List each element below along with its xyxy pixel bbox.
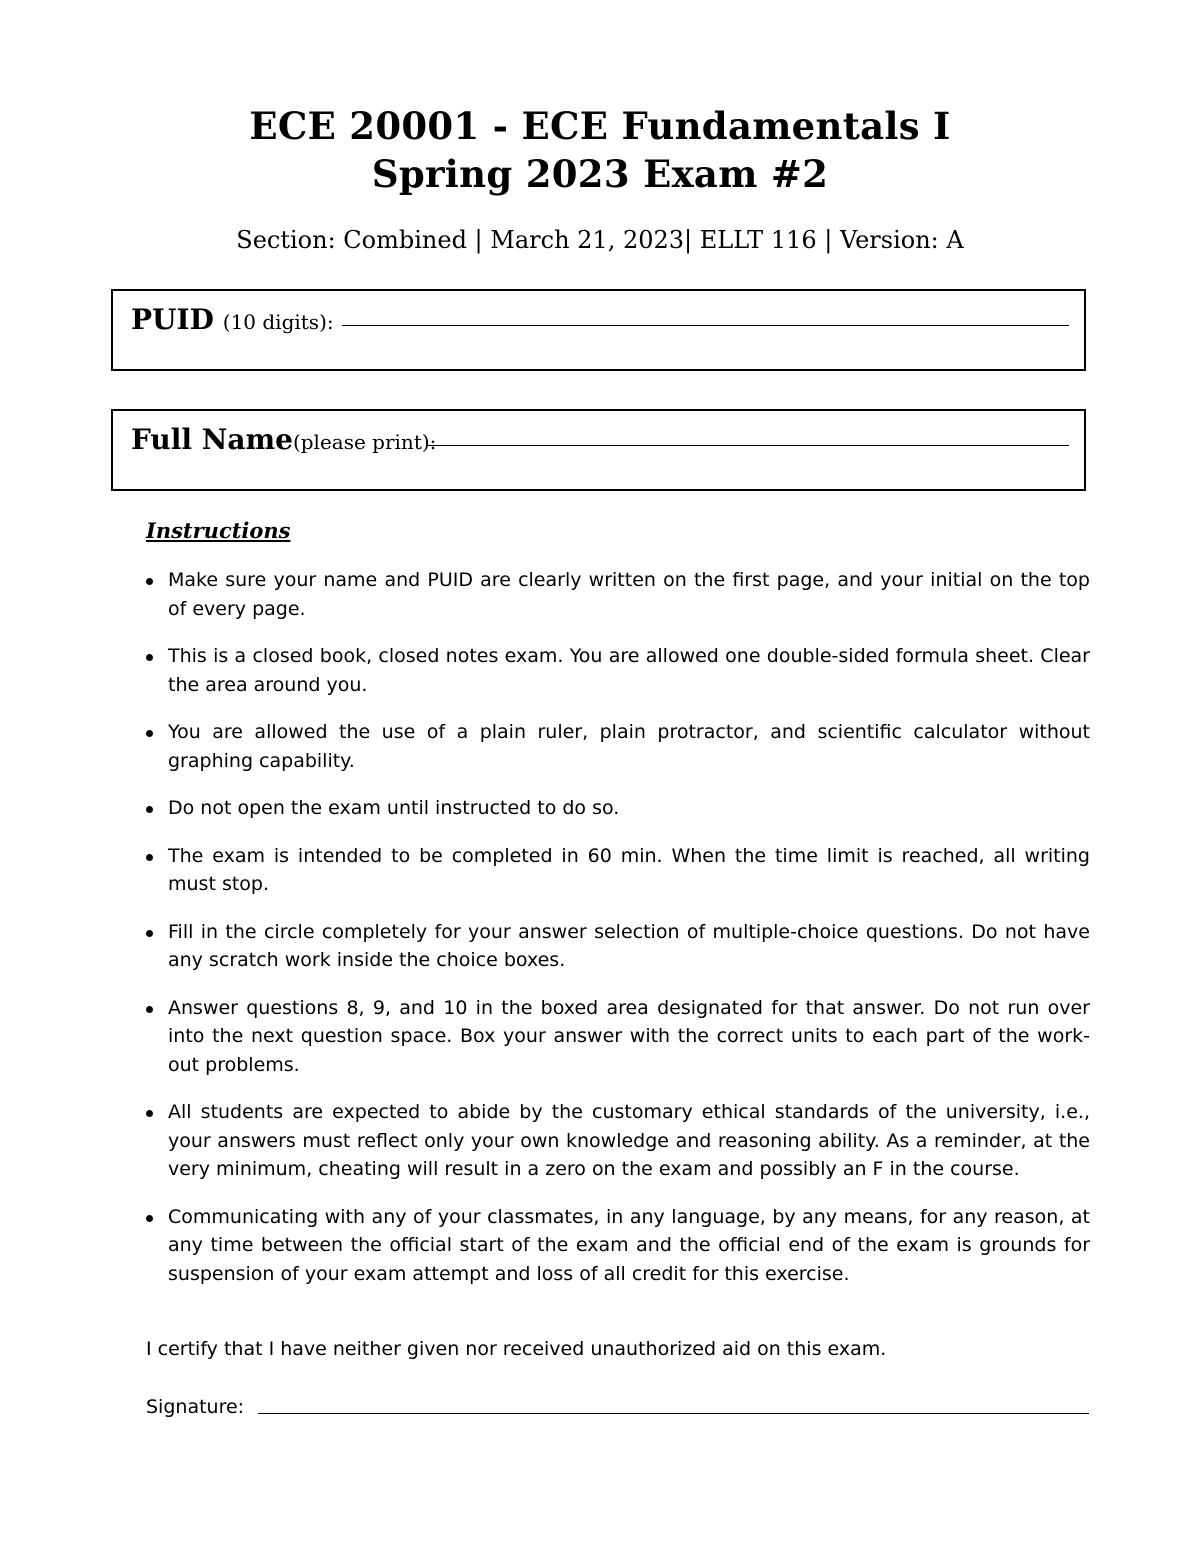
instruction-item: Do not open the exam until instructed to do so. — [146, 794, 1090, 823]
instruction-item: Answer questions 8, 9, and 10 in the boxed area designated for that answer. Do not run over into the next question space. Box your answer with the correct units to each part of the work-out problems. — [146, 994, 1090, 1080]
full-name-label-group — [131, 423, 436, 456]
full-name-input-line[interactable] — [427, 445, 1069, 446]
instruction-item: Fill in the circle completely for your answer selection of multiple-choice questions. Do not have any scratch work inside the choice boxes. — [146, 918, 1090, 975]
exam-title: ECE 20001 - ECE Fundamentals I — [249, 104, 951, 148]
instruction-item: You are allowed the use of a plain ruler, plain protractor, and scientific calculator without graphing capability. — [146, 718, 1090, 775]
full-name-box — [111, 409, 1086, 491]
instruction-item: Communicating with any of your classmates, in any language, by any means, for any reason, at any time between the official start of the exam and the official end of the exam is grounds for suspension of your exam attempt and loss of all credit for this exercise. — [146, 1203, 1090, 1289]
instruction-item: All students are expected to abide by the customary ethical standards of the university, i.e., your answers must reflect only your own knowledge and reasoning ability. As a reminder, at the very minimum, cheating will result in a zero on the exam and possibly an F in the course. — [146, 1098, 1090, 1184]
instructions-heading: Instructions — [146, 518, 291, 543]
signature-input-line[interactable] — [258, 1413, 1089, 1414]
instructions-list — [146, 566, 1090, 1307]
puid-input-line[interactable] — [342, 325, 1069, 326]
instruction-item: This is a closed book, closed notes exam. You are allowed one double-sided formula sheet. Clear the area around you. — [146, 642, 1090, 699]
exam-meta-line: Section: Combined | March 21, 2023| ELLT 116 | Version: A — [236, 226, 964, 254]
full-name-hint: (please print): — [292, 430, 437, 454]
signature-label: Signature: — [146, 1396, 245, 1418]
certification-statement: I certify that I have neither given nor received unauthorized aid on this exam. — [146, 1338, 887, 1360]
exam-subtitle: Spring 2023 Exam #2 — [371, 152, 829, 196]
puid-label: PUID — [131, 303, 214, 336]
puid-label-group — [131, 303, 334, 336]
puid-hint: (10 digits): — [222, 310, 334, 334]
instruction-item: Make sure your name and PUID are clearly written on the first page, and your initial on the top of every page. — [146, 566, 1090, 623]
full-name-label: Full Name — [131, 423, 293, 456]
instruction-item: The exam is intended to be completed in 60 min. When the time limit is reached, all writing must stop. — [146, 842, 1090, 899]
puid-box — [111, 289, 1086, 371]
